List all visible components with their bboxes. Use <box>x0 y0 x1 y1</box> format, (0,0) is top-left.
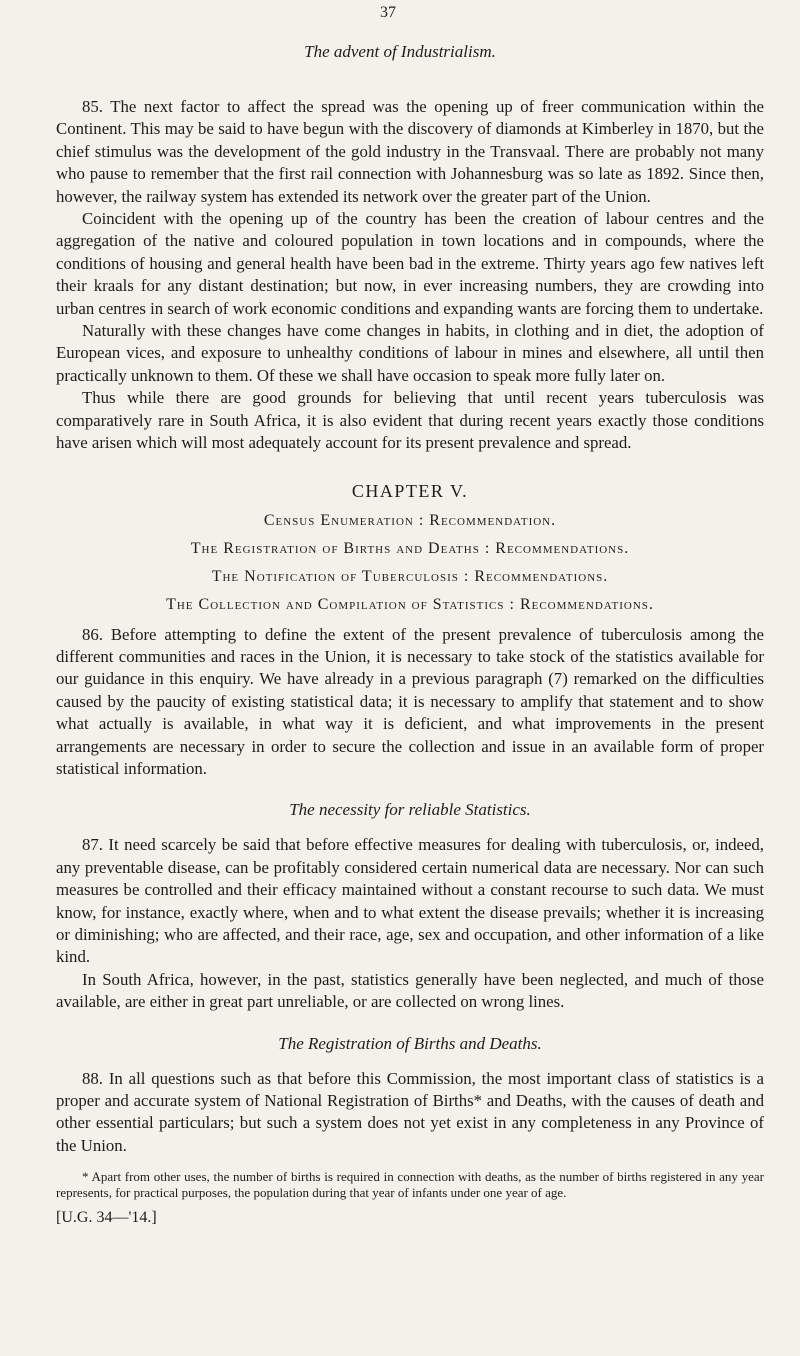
paragraph-85-cont-1: Coincident with the opening up of the country has been the creation of labour centres and the aggregation of the native and coloured population in town locations and in compounds, where the conditions of housing and general health have been bad in the extreme. Thirty years ago few natives left their kraals for any distant destination; but now, in ever increasing numbers, they are crowding into urban centres in search of work economic conditions and expanding wants are forcing them to undertake. <box>56 209 764 318</box>
chapter-title: CHAPTER V. <box>351 480 469 501</box>
paragraph-85: 85. The next factor to affect the spread was the opening up of freer communication within the Continent. This may be said to have begun with the discovery of diamonds at Kimberley in 1870, but the chief stimulus was the development of the gold industry in the Transvaal. There are probably not many who pause to remember that the first rail connection with Johannesburg was so late as 1892. Since then, however, the railway system has extended its network over the greater part of the Union. <box>56 97 764 206</box>
subheading-reliable-statistics: The necessity for reliable Statistics. <box>289 800 531 820</box>
paragraph-87-cont: In South Africa, however, in the past, statistics generally have been neglected, and much of those available, are either in great part unreliable, or are collected on wrong lines. <box>56 969 764 1012</box>
heading-statistics: The Collection and Compilation of Statistics : Recommendations. <box>166 595 654 613</box>
running-head: The advent of Industrialism. <box>304 42 496 61</box>
paragraph-87: 87. It need scarcely be said that before effective measures for dealing with tuberculosis, or, indeed, any preventable disease, can be profitably considered certain numerical data are necessary. Nor can such measures be controlled and their efficacy maintained without a constant recourse to such data. We must know, for instance, exactly where, when and to what extent the disease prevails; whether it is increasing or diminishing; who are affected, and their race, age, sex and occupation, and other information of a like kind. <box>56 835 764 967</box>
paragraph-85-cont-3: Thus while there are good grounds for believing that until recent years tuberculosis was comparatively rare in South Africa, it is also evident that during recent years exactly those conditions have arisen which will most adequately account for its present prevalence and spread. <box>56 388 764 453</box>
footnote: * Apart from other uses, the number of births is required in connection with deaths, as the number of births registered in any year represents, for practical purposes, the population during that year of infants under one year of age. <box>56 1169 764 1201</box>
heading-notification: The Notification of Tuberculosis : Recommendations. <box>211 567 609 585</box>
paragraph-85-cont-2: Naturally with these changes have come changes in habits, in clothing and in diet, the adoption of European vices, and exposure to unhealthy conditions of labour in mines and elsewhere, all until then practically unknown to them. Of these we shall have occasion to speak more fully later on. <box>56 321 764 385</box>
page-body <box>56 96 764 1227</box>
subheading-registration: The Registration of Births and Deaths. <box>278 1033 542 1053</box>
paragraph-88: 88. In all questions such as that before this Commission, the most important class of statistics is a proper and accurate system of National Registration of Births* and Deaths, with the causes of death and other essential particulars; but such a system does not yet exist in any completeness in any Province of the Union. <box>56 1068 764 1155</box>
page-number: 37 <box>380 4 396 21</box>
heading-registration: The Registration of Births and Deaths : Recommendations. <box>190 539 630 557</box>
print-signature: [U.G. 34—'14.] <box>56 1209 157 1227</box>
heading-census: Census Enumeration : Recommendation. <box>263 511 557 529</box>
paragraph-86: 86. Before attempting to define the extent of the present prevalence of tuberculosis among the different communities and races in the Union, it is necessary to take stock of the statistics available for our guidance in this enquiry. We have already in a previous paragraph (7) remarked on the difficulties caused by the paucity of existing statistical data; it is necessary to amplify that statement and to show what actually is available, in what way it is deficient, and what improvements in the present arrangements are necessary in order to secure the collection and issue in an available form of proper statistical information. <box>56 624 764 778</box>
